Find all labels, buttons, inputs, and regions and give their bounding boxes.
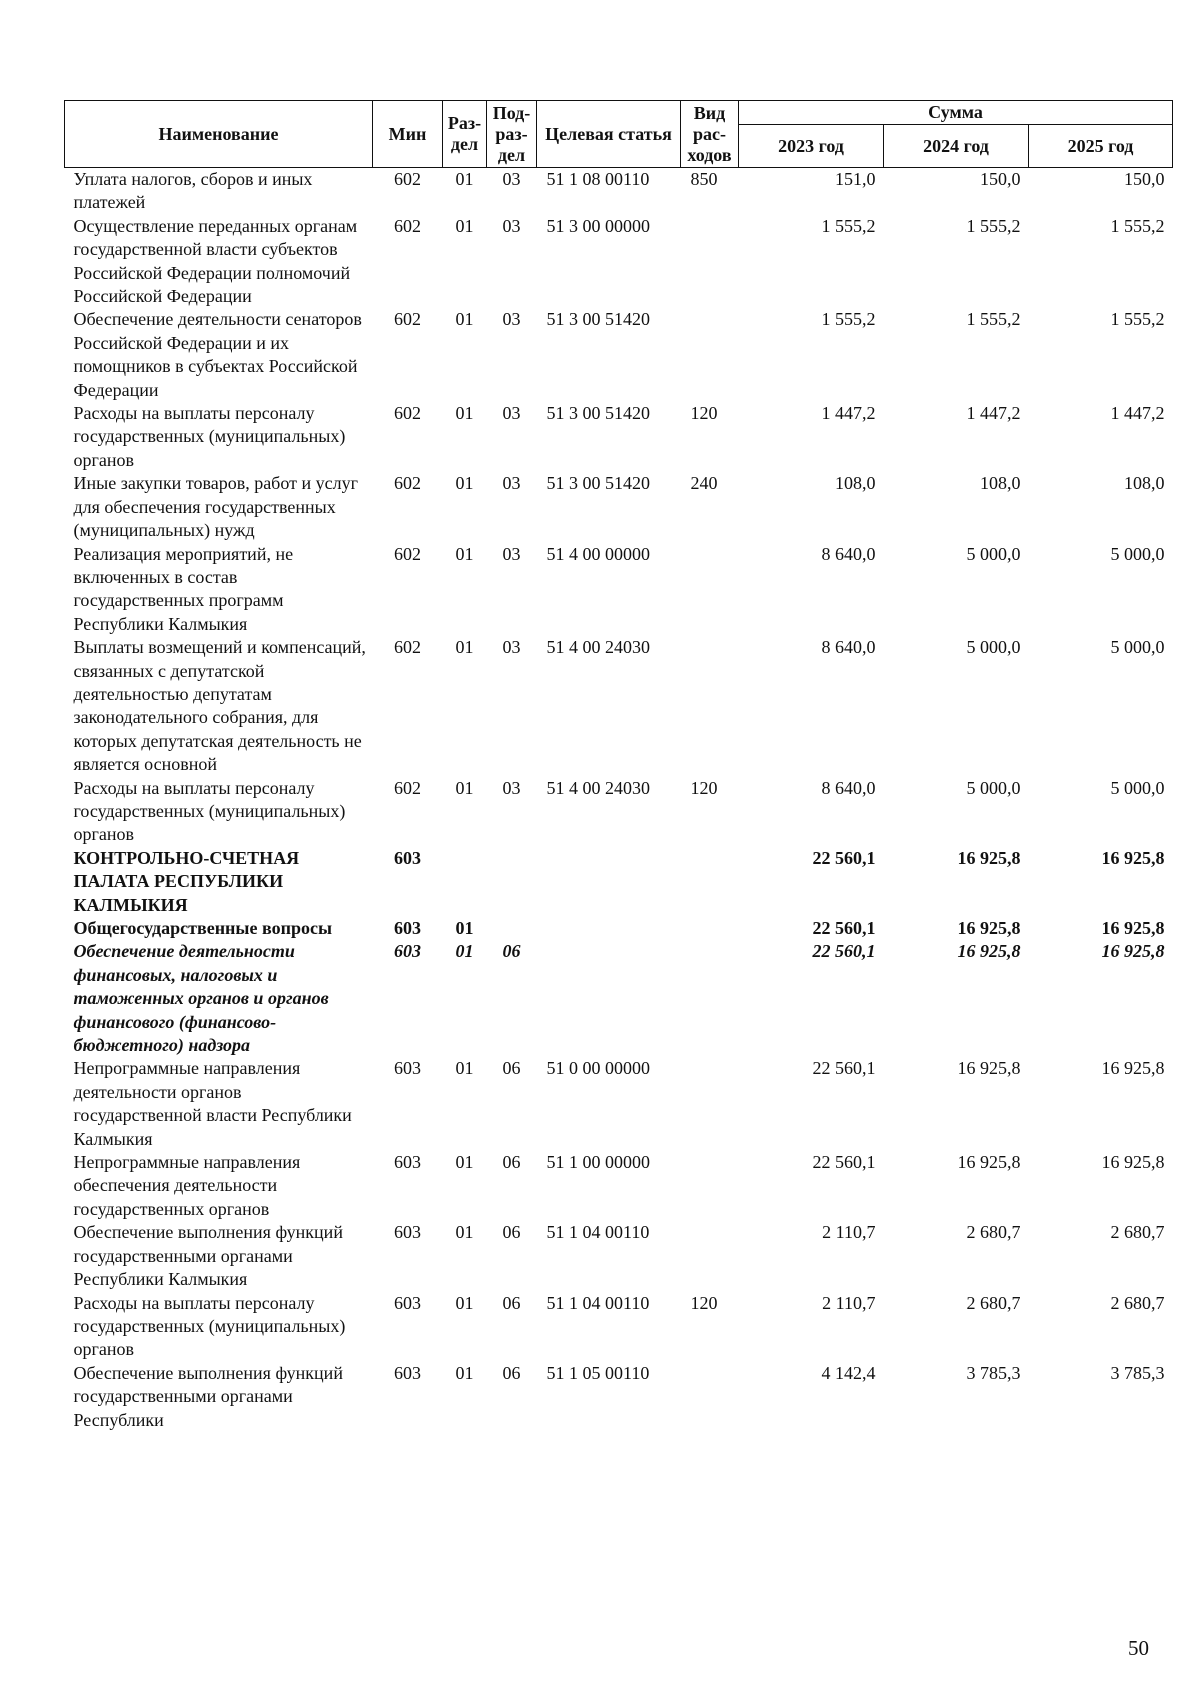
cell-sum-2023: 4 142,4 (821, 1362, 876, 1383)
cell-vid-rashodov: 120 (690, 1292, 718, 1313)
page-number: 50 (1128, 1636, 1149, 1660)
cell-tselevaya-statya: 51 3 00 51420 (546, 309, 650, 330)
table-row (65, 917, 1173, 940)
cell-podrazdel (487, 847, 537, 917)
cell-min: 602 (394, 403, 421, 424)
cell-sum-2025: 5 000,0 (1110, 543, 1165, 564)
cell-tselevaya-statya: 51 1 04 00110 (546, 1292, 650, 1313)
header-summa: Сумма (739, 101, 1173, 125)
cell-podrazdel: 06 (502, 1362, 521, 1383)
cell-podrazdel: 03 (502, 309, 521, 330)
table-row (65, 215, 1173, 309)
header-razdel: Раз-дел (443, 101, 487, 168)
cell-podrazdel: 03 (502, 215, 521, 236)
header-tselevaya-statya: Целевая статья (537, 101, 681, 168)
cell-min: 603 (394, 1058, 421, 1079)
cell-tselevaya-statya (537, 940, 681, 1057)
cell-razdel: 01 (455, 1058, 474, 1079)
cell-tselevaya-statya: 51 0 00 00000 (546, 1058, 650, 1079)
table-row (65, 543, 1173, 637)
cell-vid-rashodov (681, 847, 739, 917)
table-row (65, 1057, 1173, 1151)
cell-sum-2024: 5 000,0 (966, 543, 1021, 564)
cell-sum-2024: 16 925,8 (957, 847, 1021, 868)
cell-name: Иные закупки товаров, работ и услуг для обеспечения государственных (муниципальных) нужд (73, 473, 358, 541)
cell-min: 602 (394, 637, 421, 658)
cell-min: 602 (394, 777, 421, 798)
cell-sum-2024: 150,0 (980, 169, 1021, 189)
cell-name: Общегосударственные вопросы (73, 918, 332, 938)
cell-vid-rashodov (681, 1221, 739, 1291)
cell-sum-2023: 22 560,1 (812, 1058, 876, 1079)
table-body (65, 168, 1173, 1432)
cell-sum-2023: 1 555,2 (821, 215, 876, 236)
cell-sum-2025: 1 447,2 (1110, 403, 1165, 424)
cell-tselevaya-statya: 51 3 00 51420 (546, 473, 650, 494)
cell-tselevaya-statya: 51 1 05 00110 (546, 1362, 650, 1383)
cell-tselevaya-statya: 51 4 00 00000 (546, 543, 650, 564)
cell-sum-2024: 16 925,8 (957, 1152, 1021, 1173)
cell-sum-2025: 150,0 (1124, 169, 1165, 189)
cell-sum-2024: 16 925,8 (957, 1058, 1021, 1079)
cell-podrazdel: 03 (502, 637, 521, 658)
cell-name: Обеспечение выполнения функций государственными органами Республики (73, 1362, 343, 1430)
cell-sum-2025: 1 555,2 (1110, 215, 1165, 236)
cell-podrazdel: 06 (502, 1222, 521, 1243)
header-podrazdel: Под-раз-дел (487, 101, 537, 168)
cell-sum-2023: 8 640,0 (821, 543, 876, 564)
cell-vid-rashodov (681, 636, 739, 776)
cell-sum-2025: 3 785,3 (1110, 1362, 1165, 1383)
cell-tselevaya-statya (537, 917, 681, 940)
cell-name: Обеспечение деятельности сенаторов Российской Федерации и их помощников в субъектах Российской Федерации (73, 309, 362, 400)
cell-tselevaya-statya: 51 1 08 00110 (546, 169, 650, 189)
table-header (65, 101, 1173, 168)
cell-razdel: 01 (455, 309, 474, 330)
cell-sum-2025: 16 925,8 (1101, 847, 1165, 868)
cell-sum-2023: 1 555,2 (821, 309, 876, 330)
cell-vid-rashodov (681, 215, 739, 309)
cell-sum-2023: 151,0 (835, 169, 876, 189)
table-row (65, 472, 1173, 542)
cell-min: 602 (394, 169, 421, 189)
cell-sum-2024: 5 000,0 (966, 637, 1021, 658)
cell-min: 603 (394, 847, 421, 868)
cell-name: Непрограммные направления деятельности органов государственной власти Республики Калмыкия (73, 1058, 352, 1149)
table-row (65, 1362, 1173, 1432)
cell-podrazdel: 06 (502, 941, 521, 962)
cell-vid-rashodov (681, 917, 739, 940)
table-row (65, 636, 1173, 776)
cell-sum-2025: 2 680,7 (1110, 1292, 1165, 1313)
cell-min: 603 (394, 1362, 421, 1383)
cell-podrazdel: 06 (502, 1058, 521, 1079)
cell-sum-2024: 2 680,7 (966, 1292, 1021, 1313)
cell-sum-2024: 1 555,2 (966, 215, 1021, 236)
cell-vid-rashodov: 850 (690, 169, 718, 189)
cell-name: Непрограммные направления обеспечения деятельности государственных органов (73, 1152, 301, 1219)
cell-name: КОНТРОЛЬНО-СЧЕТНАЯ ПАЛАТА РЕСПУБЛИКИ КАЛМЫКИЯ (73, 847, 300, 915)
cell-sum-2024: 1 447,2 (966, 403, 1021, 424)
cell-min: 603 (394, 1152, 421, 1173)
cell-sum-2025: 16 925,8 (1101, 941, 1165, 962)
cell-podrazdel: 06 (502, 1292, 521, 1313)
cell-sum-2025: 108,0 (1124, 473, 1165, 494)
cell-name: Обеспечение деятельности финансовых, налоговых и таможенных органов и органов финансового (финансово-бюджетного) надзора (73, 941, 329, 1056)
cell-podrazdel (487, 917, 537, 940)
cell-sum-2023: 8 640,0 (821, 637, 876, 658)
table-row (65, 847, 1173, 917)
cell-sum-2025: 16 925,8 (1101, 1152, 1165, 1173)
cell-razdel: 01 (455, 1152, 474, 1173)
cell-podrazdel: 06 (502, 1152, 521, 1173)
cell-name: Расходы на выплаты персоналу государственных (муниципальных) органов (73, 777, 346, 845)
cell-sum-2023: 2 110,7 (822, 1292, 876, 1313)
table-row (65, 777, 1173, 847)
header-name: Наименование (65, 101, 373, 168)
cell-tselevaya-statya: 51 1 04 00110 (546, 1222, 650, 1243)
cell-sum-2024: 1 555,2 (966, 309, 1021, 330)
cell-tselevaya-statya (537, 847, 681, 917)
cell-vid-rashodov (681, 1151, 739, 1221)
cell-sum-2023: 22 560,1 (812, 941, 876, 962)
table-row (65, 168, 1173, 215)
cell-tselevaya-statya: 51 4 00 24030 (546, 777, 650, 798)
cell-min: 603 (394, 941, 421, 962)
cell-sum-2025: 2 680,7 (1110, 1222, 1165, 1243)
cell-sum-2023: 8 640,0 (821, 777, 876, 798)
table-row (65, 1221, 1173, 1291)
cell-sum-2025: 5 000,0 (1110, 777, 1165, 798)
header-year-2024: 2024 год (884, 125, 1029, 168)
cell-min: 603 (394, 1222, 421, 1243)
cell-razdel: 01 (455, 941, 474, 962)
table-row (65, 308, 1173, 402)
cell-tselevaya-statya: 51 3 00 00000 (546, 215, 650, 236)
header-year-2025: 2025 год (1029, 125, 1173, 168)
cell-razdel: 01 (455, 637, 474, 658)
cell-sum-2025: 5 000,0 (1110, 637, 1165, 658)
cell-min: 602 (394, 215, 421, 236)
cell-razdel: 01 (455, 918, 474, 938)
table-row (65, 1151, 1173, 1221)
cell-tselevaya-statya: 51 4 00 24030 (546, 637, 650, 658)
cell-razdel: 01 (455, 215, 474, 236)
cell-vid-rashodov (681, 543, 739, 637)
cell-razdel: 01 (455, 1292, 474, 1313)
cell-sum-2025: 16 925,8 (1101, 918, 1165, 938)
cell-sum-2024: 16 925,8 (957, 918, 1021, 938)
cell-min: 602 (394, 473, 421, 494)
cell-vid-rashodov (681, 940, 739, 1057)
cell-sum-2025: 1 555,2 (1110, 309, 1165, 330)
header-year-2023: 2023 год (739, 125, 884, 168)
table-row (65, 1292, 1173, 1362)
cell-min: 602 (394, 543, 421, 564)
header-min: Мин (373, 101, 443, 168)
cell-sum-2025: 16 925,8 (1101, 1058, 1165, 1079)
cell-podrazdel: 03 (502, 777, 521, 798)
cell-razdel: 01 (455, 473, 474, 494)
cell-sum-2024: 16 925,8 (957, 941, 1021, 962)
cell-sum-2024: 2 680,7 (966, 1222, 1021, 1243)
cell-vid-rashodov: 120 (690, 777, 718, 798)
cell-sum-2023: 108,0 (835, 473, 876, 494)
cell-min: 603 (394, 918, 421, 938)
header-row-1 (65, 101, 1173, 125)
cell-sum-2024: 3 785,3 (966, 1362, 1021, 1383)
cell-sum-2023: 2 110,7 (822, 1222, 876, 1243)
cell-sum-2023: 22 560,1 (812, 1152, 876, 1173)
cell-razdel: 01 (455, 543, 474, 564)
cell-razdel: 01 (455, 777, 474, 798)
cell-name: Уплата налогов, сборов и иных платежей (73, 169, 313, 213)
cell-name: Осуществление переданных органам государственной власти субъектов Российской Федерации полномочий Российской Федерации (73, 215, 358, 307)
cell-vid-rashodov (681, 1362, 739, 1432)
cell-razdel: 01 (455, 1222, 474, 1243)
cell-name: Обеспечение выполнения функций государственными органами Республики Калмыкия (73, 1222, 343, 1290)
cell-tselevaya-statya: 51 3 00 51420 (546, 403, 650, 424)
cell-name: Выплаты возмещений и компенсаций, связанных с депутатской деятельностью депутатам законодательного собрания, для которых депутатская деятельность не является основной (73, 637, 366, 775)
cell-name: Расходы на выплаты персоналу государственных (муниципальных) органов (73, 403, 346, 470)
table-row (65, 402, 1173, 472)
cell-name: Реализация мероприятий, не включенных в состав государственных программ Республики Калмыкия (73, 543, 294, 634)
cell-tselevaya-statya: 51 1 00 00000 (546, 1152, 650, 1173)
cell-podrazdel: 03 (502, 403, 521, 424)
cell-podrazdel: 03 (502, 169, 521, 189)
cell-vid-rashodov: 120 (690, 403, 718, 424)
cell-sum-2024: 108,0 (980, 473, 1021, 494)
cell-sum-2023: 1 447,2 (821, 403, 876, 424)
cell-razdel: 01 (455, 403, 474, 424)
cell-razdel: 01 (455, 169, 474, 189)
cell-podrazdel: 03 (502, 473, 521, 494)
budget-table (64, 100, 1173, 1432)
cell-min: 603 (394, 1292, 421, 1313)
cell-razdel (443, 847, 487, 917)
cell-vid-rashodov (681, 1057, 739, 1151)
cell-sum-2024: 5 000,0 (966, 777, 1021, 798)
cell-name: Расходы на выплаты персоналу государственных (муниципальных) органов (73, 1292, 346, 1360)
cell-vid-rashodov: 240 (690, 473, 718, 494)
cell-sum-2023: 22 560,1 (812, 847, 876, 868)
cell-podrazdel: 03 (502, 543, 521, 564)
cell-min: 602 (394, 309, 421, 330)
table-row (65, 940, 1173, 1057)
cell-razdel: 01 (455, 1362, 474, 1383)
cell-vid-rashodov (681, 308, 739, 402)
cell-sum-2023: 22 560,1 (812, 918, 876, 938)
header-vid-rashodov: Вид рас-ходов (681, 101, 739, 168)
